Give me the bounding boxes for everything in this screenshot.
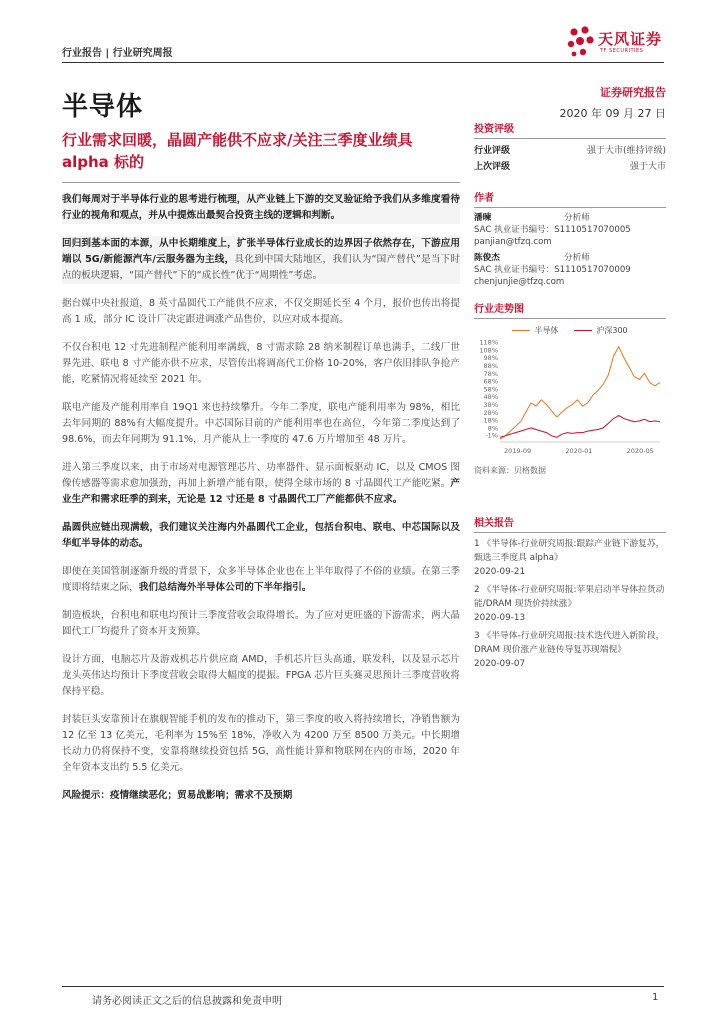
authors-section-title: 作者 [474, 189, 666, 208]
footer-disclaimer: 请务必阅读正文之后的信息披露和免责申明 [92, 996, 282, 1007]
author-email: chenjunjie@tfzq.com [474, 277, 565, 287]
related-report-3[interactable] [474, 629, 666, 671]
paragraph-10 [62, 652, 460, 700]
paragraph-bold: 产业生产和需求旺季的到来，无论是 12 寸还是 8 寸晶圆代工厂产能都供不应求。 [62, 478, 460, 505]
author-role: 分析师 [564, 253, 590, 263]
logo-mark-icon [566, 24, 596, 58]
paragraph-3 [62, 296, 460, 328]
industry-rating-row [474, 143, 666, 159]
risk-warning [62, 788, 460, 804]
author-cert: SAC 执业证书编号：S1110517070009 [474, 265, 631, 275]
company-logo [566, 22, 670, 62]
paragraph-text: 即使在美国管制逐渐升级的背景下，众多半导体企业也在上半年取得了不俗的业绩。在第三季度即将结束之际， [62, 566, 460, 593]
author-1 [474, 212, 666, 248]
report-subtitle: 行业需求回暖，晶圆产能供不应求/关注三季度业绩具 alpha 标的 [62, 131, 413, 171]
author-role: 分析师 [564, 213, 590, 223]
report-category: 行业报告 | 行业研究周报 [62, 48, 173, 59]
paragraph-2 [62, 236, 460, 284]
paragraph-text: 进入第三季度以来，由于市场对电源管理芯片、功率器件、显示面板驱动 IC，以及 CMOS 图像传感器等需求愈加强劲，再加上新增产能有限，使得全球市场的 8 寸晶圆代工产能吃紧。 [62, 462, 460, 489]
report-type: 证券研究报告 [600, 86, 666, 99]
paragraph-7 [62, 520, 460, 552]
subtitle-divider [62, 182, 460, 183]
related-report-title[interactable]: 3 《半导体-行业研究周报:技术迭代进入新阶段，DRAM 现价涨产业链传导复苏现端倪》 [474, 631, 665, 655]
paragraph-bold: 我们每周对于半导体行业的思考进行梳理，从产业链上下游的交叉验证给予我们从多维度看待行业的视角和观点，并从中提炼出最契合投资主线的逻辑和判断。 [62, 194, 460, 221]
paragraph-bold: 我们总结海外半导体公司的下半年指引。 [138, 582, 312, 593]
paragraph-4 [62, 340, 460, 388]
paragraph-text: 联电产能及产能利用率自 19Q1 来也持续攀升。今年二季度，联电产能利用率为 98%，相比去年同期的 88%有大幅度提升。中芯国际目前的产能利用率也在高位，今年第二季度达到了 98.6%，而去年同期为 91.1%，月产能从上一季度的 47.6 万片增加至 48 万片。 [62, 402, 460, 445]
y-tick-label: 8% [487, 424, 498, 433]
related-report-date: 2020-09-21 [474, 567, 526, 577]
y-tick-label: 118% [479, 338, 498, 347]
y-tick-label: 68% [483, 377, 498, 386]
chart-source: 资料来源：贝格数据 [474, 466, 546, 475]
prev-rating-row [474, 159, 666, 175]
paragraph-bold: 风险提示：疫情继续恶化；贸易战影响；需求不及预期 [62, 790, 293, 801]
page-title: 半导体 [62, 92, 144, 122]
related-report-2[interactable] [474, 583, 666, 625]
trend-chart-svg [474, 338, 666, 456]
report-date: 2020 年 09 月 27 日 [559, 107, 666, 120]
legend-item-semiconductor: 半导体 [512, 325, 558, 336]
main-body [62, 188, 460, 816]
paragraph-8 [62, 564, 460, 596]
author-email: panjian@tfzq.com [474, 237, 552, 247]
paragraph-bold: 晶圆供应链出现满载，我们建议关注海内外晶圆代工企业，包括台积电、联电、中芯国际以及华虹半导体的动态。 [62, 522, 460, 549]
related-report-title[interactable]: 2 《半导体-行业研究周报:苹果启动半导体拉货动能/DRAM 现货价持续涨》 [474, 585, 665, 609]
paragraph-text: 据台媒中央社报道，8 英寸晶圆代工产能供不应求，不仅交期延长至 4 个月，报价也传出将提高 1 成，部分 IC 设计厂决定跟进调涨产品售价，以应对成本提高。 [62, 298, 460, 325]
y-tick-label: 48% [483, 393, 498, 402]
related-report-date: 2020-09-13 [474, 613, 526, 623]
sidebar [474, 120, 666, 675]
related-report-title[interactable]: 1 《半导体-行业研究周报:跟踪产业链下游复苏，甄选三季度具 alpha》 [474, 539, 665, 563]
prev-rating-value: 强于大市 [629, 162, 666, 172]
trend-section-title: 行业走势图 [474, 300, 666, 319]
y-tick-label: 28% [483, 408, 498, 417]
related-section-title: 相关报告 [474, 514, 666, 533]
page-number: 1 [652, 992, 659, 1003]
chart-legend [474, 325, 666, 336]
y-tick-label: 38% [483, 401, 498, 409]
industry-rating-label: 行业评级 [474, 146, 511, 156]
related-report-date: 2020-09-07 [474, 659, 526, 669]
paragraph-bold: 回归到基本面的本源，从中长期维度上，扩张半导体行业成长的边界因子依然存在，下游应用端以 5G/新能源汽车/云服务器为主线， [62, 238, 460, 265]
y-tick-label: 98% [483, 354, 498, 363]
y-tick-label: 78% [483, 369, 498, 378]
footer-divider [62, 986, 664, 987]
paragraph-11 [62, 712, 460, 776]
x-tick-label: 2019-09 [504, 447, 532, 455]
x-tick-label: 2020-01 [565, 447, 593, 455]
rating-section-title: 投资评级 [474, 120, 666, 139]
industry-trend-chart [474, 325, 666, 476]
paragraph-5 [62, 400, 460, 448]
paragraph-9 [62, 608, 460, 640]
paragraph-6 [62, 460, 460, 508]
prev-rating-label: 上次评级 [474, 162, 511, 172]
author-name: 潘暕 [474, 213, 492, 223]
series-line-semiconductor [500, 347, 660, 439]
paragraph-text: 具化到中国大陆地区，我们认为“国产替代”是当下时点的板块逻辑，“国产替代”下的“成长性”优于“周期性”考虑。 [62, 254, 460, 281]
industry-rating-value: 强于大市(维持评级) [586, 146, 666, 156]
logo-text-en: TF SECURITIES [600, 48, 644, 54]
legend-item-csi300: 沪深300 [574, 325, 627, 336]
paragraph-text: 设计方面，电脑芯片及游戏机芯片供应商 AMD，手机芯片巨头高通，联发科，以及显示芯片龙头英伟达均预计下季度营收会取得大幅度的提振。FPGA 芯片巨头赛灵思预计三季度营收将保持平稳。 [62, 654, 460, 697]
paragraph-text: 不仅台积电 12 寸先进制程产能利用率满载，8 寸需求除 28 纳米制程订单也满手，二线厂世界先进、联电 8 寸产能亦供不应求，尽管传出将调高代工价格 10-20%，客户依旧排队争抢产能，吃紧情况将延续至 2021 年。 [62, 342, 460, 385]
author-cert: SAC 执业证书编号：S1110517070005 [474, 225, 631, 235]
y-tick-label: 88% [483, 361, 498, 370]
y-tick-label: -1% [485, 431, 498, 440]
author-2 [474, 252, 666, 288]
header-divider [62, 62, 664, 63]
paragraph-text: 封装巨头安靠预计在旗舰智能手机的发布的推动下，第三季度的收入将持续增长，净销售额为 12 亿至 13 亿美元，毛利率为 15%至 18%，净收入为 4200 万至 8500 万美元。中长期增长动力仍将保持不变，安靠将继续投资包括 5G，高性能计算和物联网在内的市场，2020 年全年资本支出约 5.5 亿美元。 [62, 714, 460, 773]
y-tick-label: 108% [479, 346, 498, 355]
y-tick-label: 58% [483, 385, 498, 394]
paragraph-text: 制造板块，台积电和联电均预计三季度营收会取得增长。为了应对更旺盛的下游需求，两大晶圆代工厂均提升了资本开支预算。 [62, 610, 460, 637]
related-report-1[interactable] [474, 537, 666, 579]
series-line-csi300 [500, 415, 660, 437]
author-name: 陈俊杰 [474, 253, 500, 263]
y-tick-label: 18% [483, 416, 498, 425]
paragraph-1 [62, 192, 460, 224]
x-tick-label: 2020-05 [626, 447, 654, 455]
logo-text-cn: 天风证券 [598, 30, 663, 48]
